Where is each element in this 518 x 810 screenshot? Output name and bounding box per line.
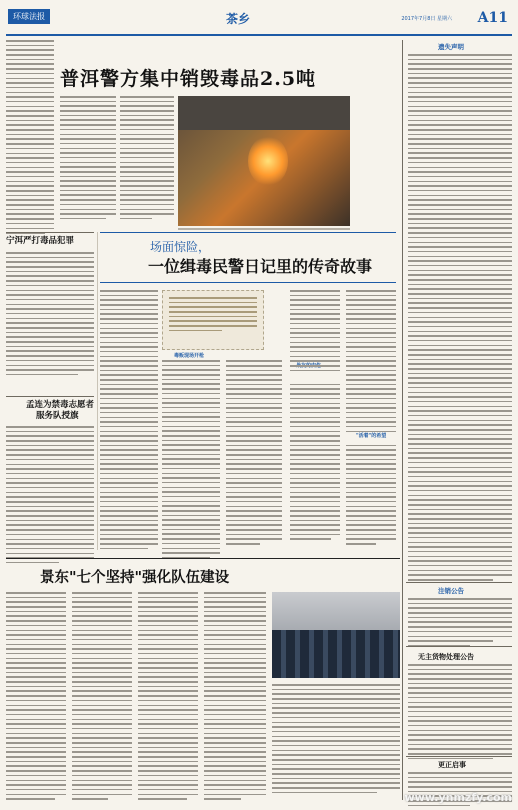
feature-col4 [290, 290, 340, 543]
feature-rule [100, 282, 396, 283]
column-tag: 环球法报 [8, 9, 50, 24]
bottom-col2 [72, 592, 132, 803]
issue-date: 2017年7月8日 星期六 [401, 16, 452, 22]
bottom-col1 [6, 592, 66, 803]
bottom-section-rule [6, 558, 400, 559]
notice-correction-title: 更正启事 [438, 761, 466, 769]
left-article-1-text [6, 252, 94, 379]
bottom-headline: 景东"七个坚持"强化队伍建设 [40, 569, 230, 586]
feature-col3 [226, 290, 282, 548]
main-article-col2 [120, 96, 174, 223]
notice-divider-1 [406, 582, 512, 583]
column-divider-left [97, 232, 98, 550]
main-article-col1 [60, 96, 116, 223]
notice-lost-title: 遗失声明 [438, 43, 464, 51]
left-headline-2-line1: 孟连为禁毒志愿者 [26, 400, 95, 410]
column-divider-right [402, 40, 403, 800]
notice-cancel-text [408, 598, 512, 650]
notice-goods-text [408, 664, 512, 762]
watermark: www.ynmzfy.com [404, 791, 512, 804]
bottom-col4 [204, 592, 266, 803]
main-headline: 普洱警方集中销毁毒品2.5吨 [60, 68, 317, 90]
left-headline-2 [26, 400, 94, 422]
feature-kicker: 场面惊险， [150, 240, 211, 254]
left-article-2-text [6, 426, 94, 567]
feature-col2 [162, 360, 220, 562]
feature-col1 [100, 290, 158, 553]
page-header [6, 6, 512, 36]
feature-subhead-3: "活着"的希望 [356, 433, 387, 439]
feature-top-rule [100, 232, 396, 233]
left-divider-2 [6, 396, 94, 397]
notice-goods-title: 无主货物处理公告 [418, 653, 474, 661]
notice-divider-3 [406, 756, 512, 757]
police-team-photo [272, 592, 400, 678]
left-divider-1 [6, 232, 94, 233]
page-number: A11 [477, 10, 508, 26]
bottom-col5 [272, 684, 400, 797]
notice-lost-text [408, 54, 512, 584]
left-headline-1: 宁洱严打毒品犯罪 [6, 236, 75, 246]
notice-cancel-title: 注销公告 [438, 587, 464, 595]
section-title: 茶乡 [226, 12, 251, 26]
feature-subhead-1: 毒贩现场开枪 [174, 353, 205, 359]
bottom-col3 [138, 592, 198, 803]
drug-destruction-photo [178, 96, 350, 226]
notice-divider-2 [406, 646, 512, 647]
feature-title: 一位缉毒民警日记里的传奇故事 [148, 257, 373, 276]
feature-col5 [346, 290, 396, 548]
left-col-top-text [6, 40, 54, 237]
left-headline-2-line2: 服务队授旗 [36, 411, 79, 421]
